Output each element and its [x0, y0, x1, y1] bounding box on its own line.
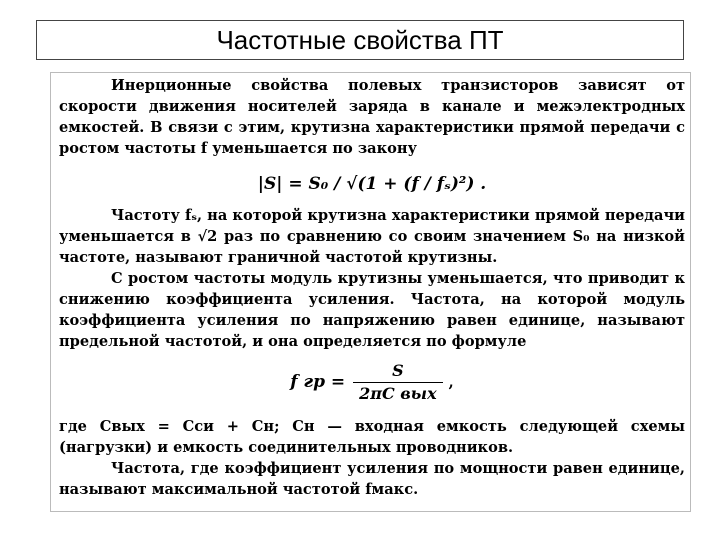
formula-tail: , — [448, 373, 454, 391]
formula-numerator: S — [392, 360, 404, 380]
slide-title-text: Частотные свойства ПТ — [216, 24, 504, 55]
formula-transconductance: |S| = S₀ / √(1 + (f / fₛ)²) . — [257, 174, 487, 194]
scanned-text-image — [50, 72, 691, 512]
paragraph-cutoff-frequency: Частоту fₛ, на которой крутизна характеристики прямой передачи уменьшается в √2 раз по сравнению со своим значением S₀ на низкой частоте, называют граничной частотой крутизны. — [59, 207, 685, 266]
formula-fraction — [353, 360, 442, 405]
slide-title — [36, 20, 684, 60]
formula-lhs: f гр = — [290, 371, 346, 392]
paragraph-inertial-properties: Инерционные свойства полевых транзисторов зависят от скорости движения носителей заряда в канале и межэлектродных емкостей. В связи с этим, крутизна характеристики прямой передачи с ростом частоты f уменьшается по закону — [59, 77, 685, 157]
paragraph-max-frequency: Частота, где коэффициент усиления по мощности равен единице, называют максимальной частотой fмакс. — [59, 460, 685, 498]
paragraph-where-definition: где Cвых = Cси + Cн; Cн — входная емкость следующей схемы (нагрузки) и емкость соединительных проводников. — [59, 418, 685, 456]
formula-limit-frequency — [59, 354, 685, 410]
formula-denominator: 2πC вых — [353, 382, 442, 405]
paragraph-limit-frequency: С ростом частоты модуль крутизны уменьшается, что приводит к снижению коэффициента усиления. Частота, на которой модуль коэффициента усиления по напряжению равен единице, называют предельной частотой, и она определяется по формуле — [59, 270, 685, 350]
